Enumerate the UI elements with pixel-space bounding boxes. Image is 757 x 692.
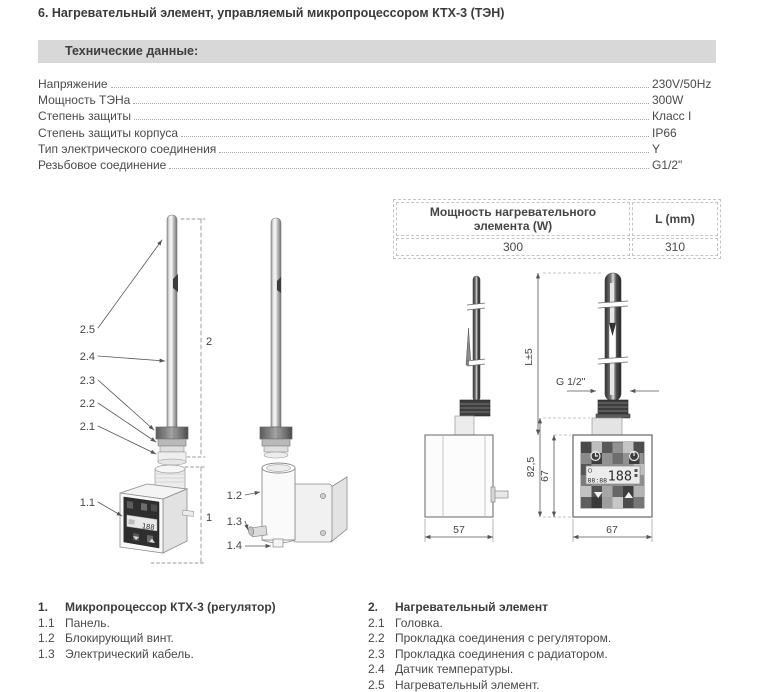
spec-row bbox=[38, 77, 716, 93]
callout-label: 2.2 bbox=[79, 398, 95, 410]
spec-label: Степень защиты корпуса bbox=[38, 125, 179, 140]
callout-label: 2.5 bbox=[79, 324, 95, 336]
power-table-header-length: L (mm) bbox=[632, 202, 718, 236]
dimensioned-side-view-figure bbox=[425, 276, 508, 542]
spec-label: Резьбовое соединение bbox=[38, 157, 167, 172]
bracket-cylinder bbox=[262, 468, 295, 540]
heating-element-exploded-front-figure bbox=[80, 215, 212, 563]
spec-leader-dots bbox=[133, 103, 649, 104]
callout-label: 2.3 bbox=[79, 375, 95, 387]
spec-row bbox=[38, 109, 716, 125]
heating-rod bbox=[167, 215, 177, 427]
tech-data-header-bar bbox=[38, 40, 716, 63]
legend-item: 2.4 Датчик температуры. bbox=[368, 662, 514, 677]
spec-row bbox=[38, 158, 716, 174]
regulator-side-face bbox=[163, 489, 187, 553]
control-panel bbox=[581, 442, 644, 508]
gasket bbox=[262, 439, 290, 446]
spec-value: G1/2" bbox=[652, 157, 683, 172]
dimension-label: 67 bbox=[606, 524, 618, 536]
callout-label: 2.4 bbox=[79, 351, 95, 363]
dimension-label: 67 bbox=[539, 470, 551, 482]
spec-row bbox=[38, 93, 716, 109]
callout-label: 2.1 bbox=[79, 421, 95, 433]
bracket-side-face bbox=[331, 477, 347, 542]
legend-item: 1.1 Панель. bbox=[38, 615, 110, 630]
legend-item: 2.2 Прокладка соединения с регулятором. bbox=[368, 631, 612, 646]
head-nut bbox=[156, 427, 188, 439]
heating-rod bbox=[271, 218, 281, 427]
spec-row bbox=[38, 142, 716, 158]
spec-label: Мощность ТЭНа bbox=[38, 93, 131, 108]
legend-item: 1.2 Блокирующий винт. bbox=[38, 631, 174, 646]
neck bbox=[592, 418, 622, 435]
spec-label: Напряжение bbox=[38, 77, 108, 91]
spec-row bbox=[38, 126, 716, 142]
bracket-plate bbox=[293, 484, 332, 542]
spec-leader-dots bbox=[134, 119, 649, 120]
spec-value: IP66 bbox=[652, 125, 677, 140]
legend-item: 2.3 Прокладка соединения с радиатором. bbox=[368, 646, 608, 661]
legend-heading: 2. Нагревательный элемент bbox=[368, 600, 548, 614]
panel-lcd-temp: 188 bbox=[141, 522, 156, 532]
temperature-sensor bbox=[466, 328, 471, 365]
spec-leader-dots bbox=[219, 152, 649, 153]
dimensioned-front-view-figure bbox=[523, 273, 659, 542]
regulator-box-side bbox=[425, 435, 493, 517]
spec-label: Тип электрического соединения bbox=[38, 141, 217, 156]
callout-label: 1.4 bbox=[226, 540, 242, 552]
callout-label: 1.1 bbox=[79, 497, 95, 509]
callout-label: 1.3 bbox=[226, 516, 242, 528]
dimension-label: G 1/2" bbox=[556, 376, 586, 388]
spec-leader-dots bbox=[181, 136, 649, 137]
power-table-header-power: Мощность нагревательного элемента (W) bbox=[396, 202, 630, 236]
legend-heating-element bbox=[368, 600, 728, 692]
gasket-regulator bbox=[158, 439, 186, 446]
heating-element-exploded-rear-figure bbox=[227, 218, 347, 552]
legend-item: 2.5 Нагревательный элемент. bbox=[368, 677, 540, 692]
screw-hole bbox=[320, 530, 325, 535]
head-nut bbox=[260, 427, 292, 439]
dimension-label: 82,5 bbox=[525, 456, 537, 478]
bottom-slot bbox=[273, 539, 283, 547]
callout-label: 1 bbox=[206, 512, 213, 524]
lcd-temp-reading: 188 bbox=[607, 468, 632, 485]
power-table-value-length: 310 bbox=[632, 238, 718, 256]
callout-label: 1.2 bbox=[226, 490, 242, 502]
spec-leader-dots bbox=[111, 87, 649, 88]
gasket-radiator bbox=[160, 446, 184, 452]
spec-value: Класс I bbox=[652, 109, 692, 124]
spec-leader-dots bbox=[169, 168, 649, 169]
spec-value: 230V/50Hz bbox=[652, 77, 712, 91]
sensor-rod bbox=[473, 276, 480, 401]
callout-label: 2 bbox=[206, 336, 213, 348]
spec-value: Y bbox=[652, 141, 661, 156]
gasket bbox=[264, 446, 288, 452]
tech-data-header-label: Технические данные: bbox=[65, 44, 199, 58]
lcd-time-reading: 88:88 bbox=[587, 476, 608, 485]
screw-hole bbox=[320, 493, 325, 498]
technical-drawing bbox=[35, 195, 725, 595]
legend-item: 2.1 Головка. bbox=[368, 615, 443, 630]
specs-list bbox=[38, 77, 716, 174]
power-table-value-power: 300 bbox=[396, 238, 630, 256]
legend-heading: 1. Микропроцессор КТХ-3 (регулятор) bbox=[38, 600, 276, 614]
dimension-label: 57 bbox=[453, 524, 465, 536]
neck bbox=[455, 416, 474, 435]
legend-regulator bbox=[38, 600, 338, 662]
dimension-label: L±5 bbox=[523, 348, 535, 366]
legend-item: 1.3 Электрический кабель. bbox=[38, 646, 194, 661]
spec-label: Степень защиты bbox=[38, 109, 131, 124]
spec-value: 300W bbox=[652, 93, 684, 108]
page-title: 6. Нагревательный элемент, управляемый микропроцессором КТХ-3 (ТЭН) bbox=[38, 6, 505, 20]
